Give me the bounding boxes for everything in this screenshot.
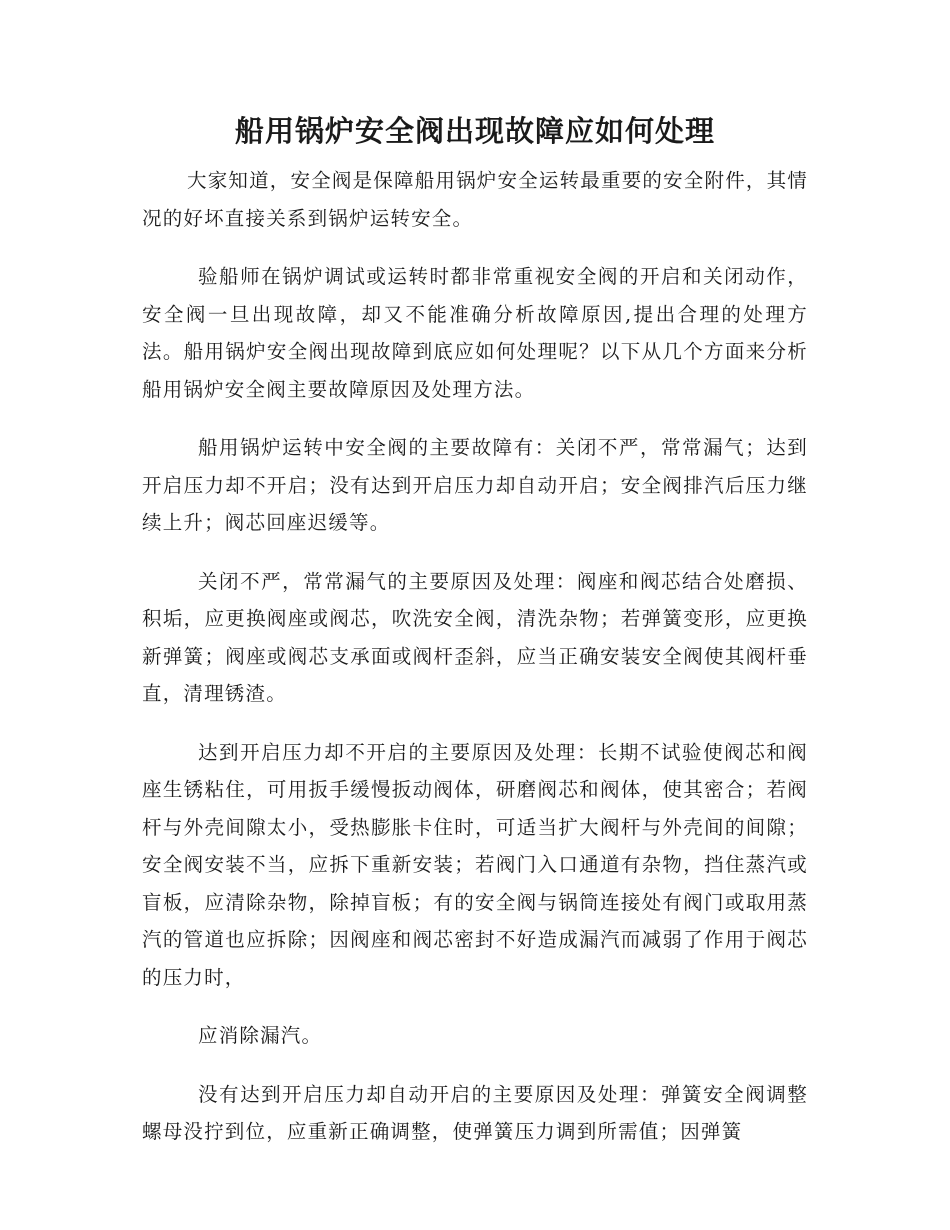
paragraph-main-faults: 船用锅炉运转中安全阀的主要故障有：关闭不严，常常漏气；达到开启压力却不开启；没有达到开启压力却自动开启；安全阀排汽后压力继续上升；阀芯回座迟缓等。 <box>142 436 808 534</box>
paragraph-auto-open-fault: 没有达到开启压力却自动开启的主要原因及处理：弹簧安全阀调整螺母没拧到位，应重新正确调整，使弹簧压力调到所需值；因弹簧 <box>142 1082 808 1143</box>
paragraph-intro: 大家知道，安全阀是保障船用锅炉安全运转最重要的安全附件，其情况的好坏直接关系到锅炉运转安全。 <box>142 169 809 230</box>
paragraph-no-open-fault: 达到开启压力却不开启的主要原因及处理：长期不试验使阀芯和阀座生锈粘住，可用扳手缓慢扳动阀体，研磨阀芯和阀体，使其密合；若阀杆与外壳间隙太小，受热膨胀卡住时，可适当扩大阀杆与外壳间的间隙；安全阀安装不当，应拆下重新安装；若阀门入口通道有杂物，挡住蒸汽或盲板，应清除杂物，除掉盲板；有的安全阀与锅筒连接处有阀门或取用蒸汽的管道也应拆除；因阀座和阀芯密封不好造成漏汽而减弱了作用于阀芯的压力时， <box>142 740 808 989</box>
paragraph-leak-fault: 关闭不严，常常漏气的主要原因及处理：阀座和阀芯结合处磨损、积垢，应更换阀座或阀芯，吹洗安全阀，清洗杂物；若弹簧变形，应更换新弹簧；阀座或阀芯支承面或阀杆歪斜，应当正确安装安全阀使其阀杆垂直，清理锈渣。 <box>142 569 808 705</box>
document-body <box>142 162 808 1172</box>
document-title: 船用锅炉安全阀出现故障应如何处理 <box>234 114 715 148</box>
paragraph-eliminate-leak: 应消除漏汽。 <box>198 1024 323 1047</box>
paragraph-surveyor: 验船师在锅炉调试或运转时都非常重视安全阀的开启和关闭动作，安全阀一旦出现故障，却又不能准确分析故障原因,提出合理的处理方法。船用锅炉安全阀出现故障到底应如何处理呢？以下从几个方面来分析船用锅炉安全阀主要故障原因及处理方法。 <box>142 265 808 401</box>
